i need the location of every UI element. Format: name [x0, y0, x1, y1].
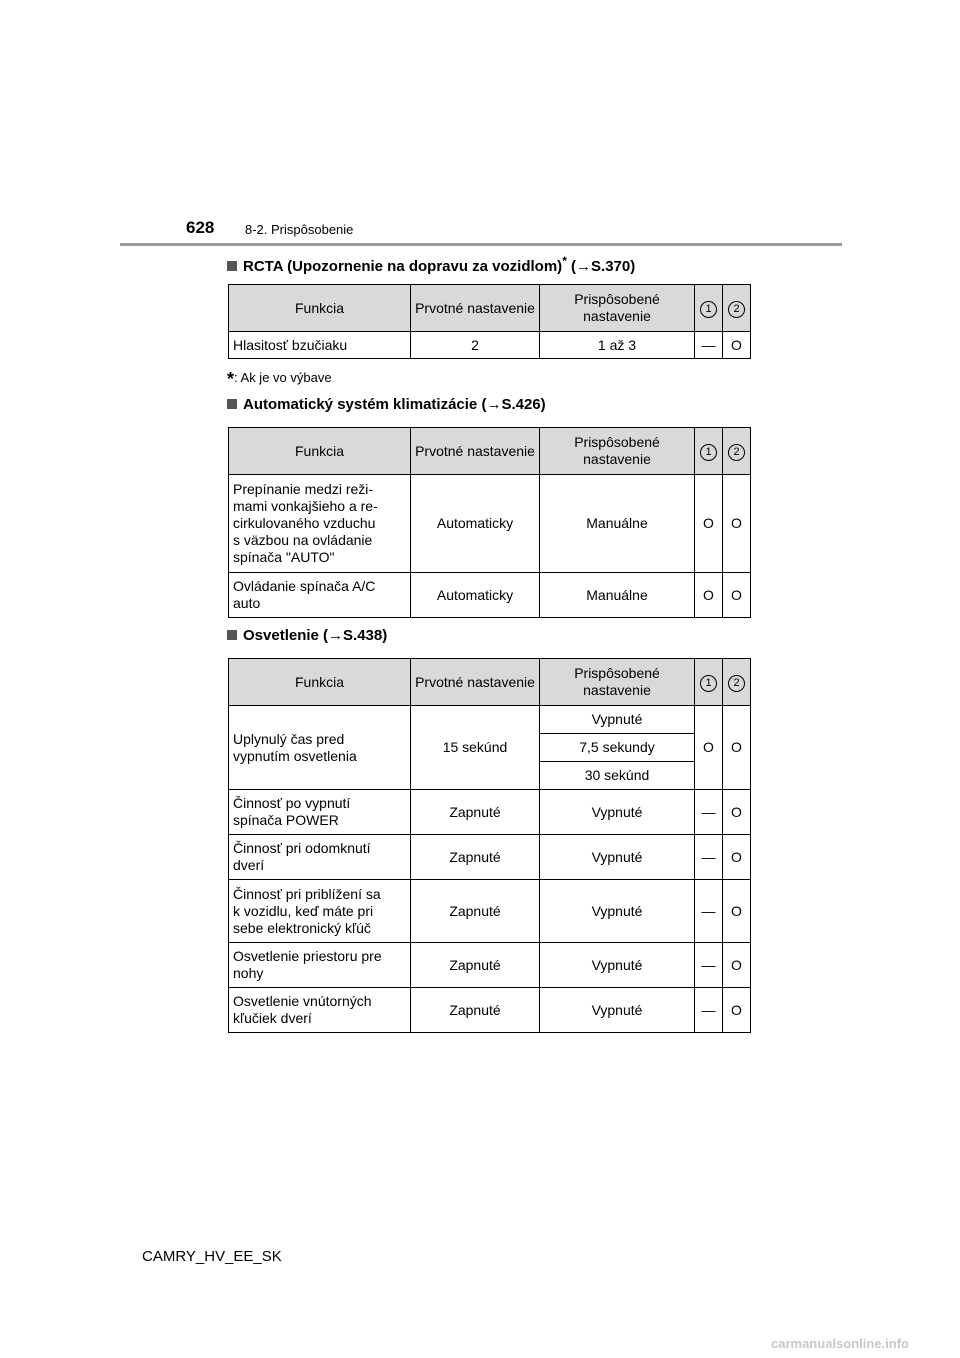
table-row: Osvetlenie priestoru pre nohy Zapnuté Vypnuté — O: [229, 943, 751, 988]
arrow-right-icon: →: [486, 396, 502, 413]
table-row: Hlasitosť bzučiaku 2 1 až 3 — O: [229, 332, 751, 359]
square-bullet-icon: [227, 630, 237, 640]
header-custom: Prispôsobené nastavenie: [540, 285, 695, 332]
table-header-row: [229, 659, 751, 706]
table-header-row: [229, 428, 751, 475]
square-bullet-icon: [227, 261, 237, 271]
header-circled-1: 1: [695, 285, 723, 332]
footnote-star: *: [562, 254, 567, 268]
table-row: Prepínanie medzi reži- mami vonkajšieho a re- cirkulovaného vzduchu s väzbou na ovládanie spínača "AUTO" Automaticky Manuálne O O: [229, 475, 751, 573]
header-circled-2: 2: [723, 428, 751, 475]
header-circled-2: 2: [723, 285, 751, 332]
header-circled-1: 1: [695, 428, 723, 475]
page-number: 628: [186, 218, 215, 237]
arrow-right-icon: →: [576, 258, 592, 275]
table-row: Činnosť pri priblížení sa k vozidlu, keď máte pri sebe elektronický kľúč Zapnuté Vypnuté — O: [229, 880, 751, 943]
table-row: Činnosť pri odomknutí dverí Zapnuté Vypnuté — O: [229, 835, 751, 880]
header-circled-2: 2: [723, 659, 751, 706]
table-header-row: [229, 285, 751, 332]
header-function: Funkcia: [229, 285, 411, 332]
section-label: 8-2. Prispôsobenie: [245, 222, 354, 237]
footnote: *: Ak je vo výbave: [227, 369, 332, 389]
table-row: Ovládanie spínača A/C auto Automaticky Manuálne O O: [229, 573, 751, 618]
doc-code: CAMRY_HV_EE_SK: [142, 1248, 282, 1265]
climate-table: [228, 427, 751, 618]
climate-heading: Automatický systém klimatizácie (→S.426): [227, 396, 546, 413]
lighting-heading: Osvetlenie (→S.438): [227, 627, 387, 644]
header-default: Prvotné nastavenie: [411, 659, 540, 706]
header-default: Prvotné nastavenie: [411, 428, 540, 475]
page-reference: S.370): [591, 258, 636, 275]
page-reference: S.438): [343, 627, 388, 644]
arrow-right-icon: →: [328, 627, 344, 644]
watermark: carmanualsonline.info: [771, 1336, 909, 1351]
square-bullet-icon: [227, 399, 237, 409]
header-custom: Prispôsobené nastavenie: [540, 428, 695, 475]
header-custom: Prispôsobené nastavenie: [540, 659, 695, 706]
page-reference: S.426): [501, 396, 546, 413]
table-row: Činnosť po vypnutí spínača POWER Zapnuté Vypnuté — O: [229, 790, 751, 835]
header-rule: [120, 243, 842, 246]
header-circled-1: 1: [695, 659, 723, 706]
table-row: 7,5 sekundy: [229, 734, 751, 762]
header-function: Funkcia: [229, 659, 411, 706]
header-function: Funkcia: [229, 428, 411, 475]
header-default: Prvotné nastavenie: [411, 285, 540, 332]
table-row: 30 sekúnd: [229, 762, 751, 790]
table-row: Uplynulý čas pred vypnutím osvetlenia 15 sekúnd Vypnuté O O: [229, 706, 751, 734]
rcta-heading: RCTA (Upozornenie na dopravu za vozidlom)* (→S.370): [227, 254, 635, 275]
rcta-table: [228, 284, 751, 359]
lighting-table: [228, 658, 751, 1033]
table-row: Osvetlenie vnútorných kľučiek dverí Zapnuté Vypnuté — O: [229, 988, 751, 1033]
